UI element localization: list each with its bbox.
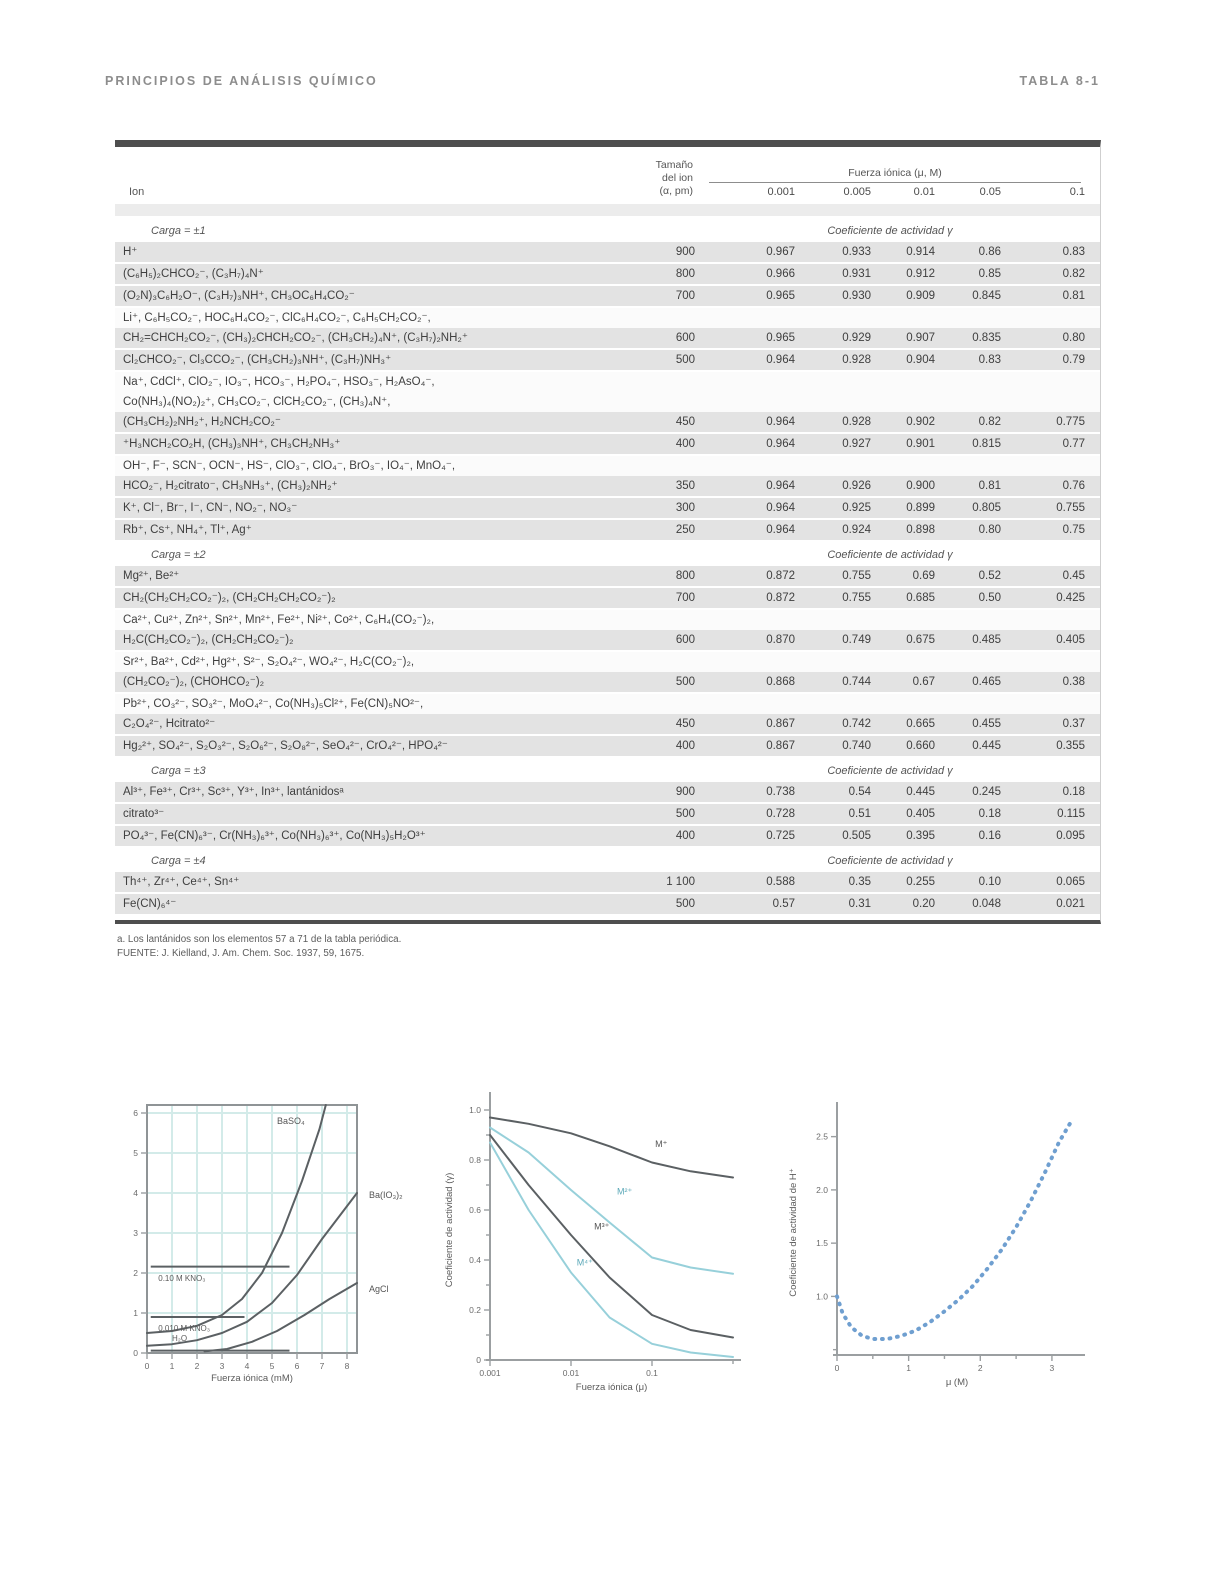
activity-coefficient-value: 0.83: [978, 354, 1001, 366]
table-body: [115, 216, 1100, 914]
table-number: TABLA 8-1: [1019, 74, 1100, 88]
activity-coefficient-value: 0.31: [848, 898, 871, 910]
ion-continuation-line: [115, 372, 1100, 392]
activity-coefficient-value: 0.755: [842, 570, 871, 582]
group-charge-label: Carga = ±3: [151, 765, 206, 777]
x-tick-label: 6: [294, 1361, 300, 1371]
y-tick-label: 1.5: [816, 1238, 828, 1249]
activity-coefficient-value: 0.907: [906, 332, 935, 344]
activity-coefficient-value: 0.929: [842, 332, 871, 344]
ion-list: C₂O₄²⁻, Hcitrato²⁻: [123, 718, 216, 730]
table-row-values: [115, 350, 1100, 370]
activity-coefficient-value: 0.505: [842, 830, 871, 842]
activity-coefficient-value: 0.465: [972, 676, 1001, 688]
series-M³⁺: [490, 1135, 733, 1338]
annotation: H₂O: [172, 1334, 188, 1343]
table-row-values: [115, 782, 1100, 802]
ion-list: ⁺H₃NCH₂CO₂H, (CH₃)₃NH⁺, CH₃CH₂NH₃⁺: [123, 438, 341, 450]
x-tick-label: 2: [977, 1363, 983, 1373]
y-tick-label: 4: [133, 1188, 138, 1198]
ion-size-value: 500: [675, 676, 695, 688]
activity-coefficient-value: 0.50: [978, 592, 1001, 604]
activity-coefficient-value: 0.20: [912, 898, 935, 910]
table-row-values: [115, 804, 1100, 824]
y-tick-label: 0.6: [469, 1205, 481, 1215]
activity-coefficient-value: 0.964: [766, 438, 795, 450]
activity-coefficient-value: 0.744: [842, 676, 871, 688]
activity-coefficient-value: 0.80: [1062, 332, 1085, 344]
ion-list: Th⁴⁺, Zr⁴⁺, Ce⁴⁺, Sn⁴⁺: [123, 876, 240, 888]
table-row-values: [115, 476, 1100, 496]
activity-coefficient-value: 0.405: [1056, 634, 1085, 646]
table-row: [115, 652, 1100, 692]
x-tick-label: 1: [906, 1363, 912, 1373]
activity-coefficient-value: 0.685: [906, 592, 935, 604]
ion-size-value: 1 100: [666, 876, 695, 888]
plot-frame: [147, 1105, 357, 1353]
activity-coefficient-value: 0.76: [1062, 480, 1085, 492]
activity-coefficient-value: 0.445: [972, 740, 1001, 752]
activity-coefficient-value: 0.904: [906, 354, 935, 366]
chart-h-plus-activity-coefficient: [778, 1093, 1122, 1399]
ion-list: Li⁺, C₆H₅CO₂⁻, HOC₆H₄CO₂⁻, ClC₆H₄CO₂⁻, C₆H₅CH₂CO₂⁻,: [123, 312, 431, 324]
ion-list: CH₂(CH₂CH₂CO₂⁻)₂, (CH₂CH₂CH₂CO₂⁻)₂: [123, 592, 336, 604]
table-row-values: [115, 672, 1100, 692]
chart-activity-coefficient-vs-ionic-strength: [438, 1078, 774, 1410]
table-row: [115, 308, 1100, 348]
table-row: [115, 286, 1100, 306]
x-tick-label: 0: [144, 1361, 150, 1371]
group-charge-label: Carga = ±4: [151, 855, 206, 867]
activity-coefficient-value: 0.728: [766, 808, 795, 820]
curve-label: M⁴⁺: [576, 1257, 593, 1268]
activity-coefficient-value: 0.095: [1056, 830, 1085, 842]
curve-label: AgCl: [369, 1284, 389, 1294]
activity-coefficient-value: 0.45: [1062, 570, 1085, 582]
activity-coefficient-value: 0.967: [766, 246, 795, 258]
group-charge-label: Carga = ±1: [151, 225, 206, 237]
activity-coefficient-value: 0.835: [972, 332, 1001, 344]
table-header: [115, 147, 1100, 198]
ionic-strength-value: 0.005: [843, 186, 871, 198]
table-row: [115, 242, 1100, 262]
activity-coefficient-value: 0.926: [842, 480, 871, 492]
activity-coefficient-value: 0.725: [766, 830, 795, 842]
activity-coefficient-value: 0.872: [766, 592, 795, 604]
x-axis-label: Fuerza iónica (mM): [211, 1373, 293, 1384]
activity-coefficient-value: 0.69: [912, 570, 935, 582]
ion-size-value: 600: [675, 634, 695, 646]
activity-coefficient-value: 0.870: [766, 634, 795, 646]
ion-list: H₂C(CH₂CO₂⁻)₂, (CH₂CH₂CO₂⁻)₂: [123, 634, 294, 646]
activity-coefficient-value: 0.85: [978, 268, 1001, 280]
table-row-values: [115, 434, 1100, 454]
ion-size-value: 250: [675, 524, 695, 536]
activity-coefficient-value: 0.899: [906, 502, 935, 514]
y-tick-label: 2.0: [816, 1184, 828, 1195]
y-tick-label: 0.4: [469, 1255, 481, 1265]
activity-coefficient-value: 0.79: [1062, 354, 1085, 366]
x-tick-label: 7: [319, 1361, 325, 1371]
ion-list: Pb²⁺, CO₃²⁻, SO₃²⁻, MoO₄²⁻, Co(NH₃)₅Cl²⁺, Fe(CN)₅NO²⁻,: [123, 698, 424, 710]
table-row: [115, 264, 1100, 284]
ion-size-value: 400: [675, 438, 695, 450]
ion-size-value: 800: [675, 570, 695, 582]
column-header-ion-size: Tamaño del ion (α, pm): [655, 159, 693, 197]
activity-coefficient-value: 0.67: [912, 676, 935, 688]
activity-coefficient-value: 0.660: [906, 740, 935, 752]
table-row-values: [115, 894, 1100, 914]
series-M⁺: [490, 1118, 733, 1178]
activity-coefficient-value: 0.81: [1062, 290, 1085, 302]
ion-size-value: 700: [675, 290, 695, 302]
ion-list: (C₆H₅)₂CHCO₂⁻, (C₃H₇)₄N⁺: [123, 268, 264, 280]
x-tick-label: 3: [1049, 1363, 1055, 1373]
ion-list: Al³⁺, Fe³⁺, Cr³⁺, Sc³⁺, Y³⁺, In³⁺, lantánidosᵃ: [123, 786, 344, 798]
table-row: [115, 520, 1100, 540]
activity-coefficient-value: 0.10: [978, 876, 1001, 888]
activity-coefficient-value: 0.845: [972, 290, 1001, 302]
ionic-strength-values-row: [695, 186, 1085, 198]
y-tick-label: 6: [133, 1108, 138, 1118]
ion-size-value: 900: [675, 786, 695, 798]
activity-coefficient-value: 0.588: [766, 876, 795, 888]
activity-coefficient-value: 0.115: [1057, 808, 1085, 820]
activity-coefficient-value: 0.38: [1062, 676, 1085, 688]
table-group-header: [115, 846, 1100, 870]
y-tick-label: 3: [133, 1228, 138, 1238]
group-activity-label: Coeficiente de actividad γ: [827, 549, 953, 561]
activity-coefficient-value: 0.867: [766, 740, 795, 752]
y-tick-label: 0.2: [469, 1305, 481, 1315]
activity-coefficient-value: 0.931: [842, 268, 871, 280]
ion-list: Co(NH₃)₄(NO₂)₂⁺, CH₃CO₂⁻, ClCH₂CO₂⁻, (CH₃)₄N⁺,: [123, 396, 391, 408]
book-title: PRINCIPIOS DE ANÁLISIS QUÍMICO: [105, 74, 378, 88]
y-tick-label: 1.0: [469, 1105, 481, 1115]
y-axis-label: Coeficiente de actividad (γ): [444, 1172, 455, 1288]
series-γ H⁺: [837, 1124, 1070, 1339]
activity-coefficient-value: 0.52: [978, 570, 1001, 582]
activity-coefficient-value: 0.82: [1062, 268, 1085, 280]
table-row-values: [115, 286, 1100, 306]
x-tick-label: 3: [219, 1361, 225, 1371]
ionic-strength-span-label: Fuerza iónica (μ, M): [709, 167, 1081, 183]
ion-size-value: 400: [675, 740, 695, 752]
ion-list: Fe(CN)₆⁴⁻: [123, 898, 177, 910]
activity-coefficient-value: 0.77: [1062, 438, 1085, 450]
activity-coefficient-value: 0.740: [842, 740, 871, 752]
table-row-values: [115, 630, 1100, 650]
ion-list: Mg²⁺, Be²⁺: [123, 570, 180, 582]
table-row: [115, 894, 1100, 914]
ion-continuation-line: [115, 392, 1100, 412]
group-activity-label: Coeficiente de actividad γ: [827, 765, 953, 777]
ionic-strength-value: 0.01: [913, 186, 935, 198]
ion-list: H⁺: [123, 246, 138, 258]
ion-continuation-line: [115, 456, 1100, 476]
activity-coefficient-value: 0.928: [842, 354, 871, 366]
y-tick-label: 1: [133, 1308, 138, 1318]
footnote: a. Los lantánidos son los elementos 57 a 71 de la tabla periódica.: [117, 934, 402, 945]
activity-coefficient-value: 0.755: [842, 592, 871, 604]
running-head: [105, 74, 1100, 88]
activity-coefficient-value: 0.75: [1062, 524, 1085, 536]
y-tick-label: 5: [133, 1148, 138, 1158]
ion-list: HCO₂⁻, H₂citrato⁻, CH₃NH₃⁺, (CH₃)₂NH₂⁺: [123, 480, 338, 492]
activity-coefficient-value: 0.37: [1062, 718, 1085, 730]
table-row: [115, 694, 1100, 734]
activity-coefficient-table: [115, 140, 1101, 924]
table-row: [115, 434, 1100, 454]
activity-coefficient-value: 0.927: [842, 438, 871, 450]
activity-coefficient-value: 0.395: [906, 830, 935, 842]
activity-coefficient-value: 0.933: [842, 246, 871, 258]
activity-coefficient-value: 0.048: [972, 898, 1001, 910]
series-BaSO₄: [147, 1105, 326, 1333]
ion-list: (O₂N)₃C₆H₂O⁻, (C₃H₇)₃NH⁺, CH₃OC₆H₄CO₂⁻: [123, 290, 355, 302]
table-group-header: [115, 756, 1100, 780]
activity-coefficient-value: 0.255: [906, 876, 935, 888]
x-axis-label: μ (M): [945, 1377, 969, 1388]
ion-list: OH⁻, F⁻, SCN⁻, OCN⁻, HS⁻, ClO₃⁻, ClO₄⁻, BrO₃⁻, IO₄⁻, MnO₄⁻,: [123, 460, 456, 472]
ion-list: (CH₂CO₂⁻)₂, (CHOHCO₂⁻)₂: [123, 676, 265, 688]
ion-size-value: 500: [675, 808, 695, 820]
x-tick-label: 0.001: [479, 1368, 501, 1378]
activity-coefficient-value: 0.902: [906, 416, 935, 428]
group-activity-label: Coeficiente de actividad γ: [827, 855, 953, 867]
table-row: [115, 736, 1100, 756]
table-row: [115, 610, 1100, 650]
ion-size-value: 450: [675, 416, 695, 428]
table-row: [115, 826, 1100, 846]
ionic-strength-header: [695, 167, 1085, 198]
table-footnotes: [117, 933, 777, 960]
x-tick-label: 8: [344, 1361, 350, 1371]
y-axis-label: Coeficiente de actividad de H⁺: [788, 1168, 799, 1297]
source-note: FUENTE: J. Kielland, J. Am. Chem. Soc. 1937, 59, 1675.: [117, 947, 365, 959]
activity-coefficient-value: 0.82: [978, 416, 1001, 428]
activity-coefficient-value: 0.355: [1056, 740, 1085, 752]
annotation: 0.010 M KNO₃: [158, 1324, 210, 1333]
x-axis-label: Fuerza iónica (μ): [575, 1382, 648, 1393]
activity-coefficient-value: 0.964: [766, 480, 795, 492]
x-tick-label: 0.01: [562, 1368, 580, 1378]
table-row: [115, 872, 1100, 892]
activity-coefficient-value: 0.86: [978, 246, 1001, 258]
x-tick-label: 1: [169, 1361, 175, 1371]
ion-size-value: 500: [675, 354, 695, 366]
activity-coefficient-value: 0.925: [842, 502, 871, 514]
activity-coefficient-value: 0.928: [842, 416, 871, 428]
activity-coefficient-value: 0.742: [842, 718, 871, 730]
ion-list: Sr²⁺, Ba²⁺, Cd²⁺, Hg²⁺, S²⁻, S₂O₄²⁻, WO₄²⁻, H₂C(CO₂⁻)₂,: [123, 656, 415, 668]
ion-size-value: 700: [675, 592, 695, 604]
x-tick-label: 0: [834, 1363, 840, 1373]
table-row-values: [115, 328, 1100, 348]
activity-coefficient-value: 0.914: [906, 246, 935, 258]
ion-continuation-line: [115, 308, 1100, 328]
y-tick-label: 2.5: [816, 1131, 828, 1142]
ionic-strength-value: 0.001: [767, 186, 795, 198]
ion-size-value: 900: [675, 246, 695, 258]
activity-coefficient-value: 0.964: [766, 502, 795, 514]
activity-coefficient-value: 0.815: [972, 438, 1001, 450]
activity-coefficient-value: 0.405: [906, 808, 935, 820]
activity-coefficient-value: 0.18: [978, 808, 1001, 820]
ion-list: Na⁺, CdCl⁺, ClO₂⁻, IO₃⁻, HCO₃⁻, H₂PO₄⁻, HSO₃⁻, H₂AsO₄⁻,: [123, 376, 435, 388]
activity-coefficient-value: 0.755: [1056, 502, 1085, 514]
activity-coefficient-value: 0.749: [842, 634, 871, 646]
activity-coefficient-value: 0.964: [766, 524, 795, 536]
table-row: [115, 372, 1100, 432]
ion-list: Rb⁺, Cs⁺, NH₄⁺, Tl⁺, Ag⁺: [123, 524, 252, 536]
table-row: [115, 782, 1100, 802]
activity-coefficient-value: 0.775: [1056, 416, 1085, 428]
ion-list: K⁺, Cl⁻, Br⁻, I⁻, CN⁻, NO₂⁻, NO₃⁻: [123, 502, 298, 514]
activity-coefficient-value: 0.965: [766, 290, 795, 302]
curve-label: Ba(IO₃)₂: [369, 1190, 403, 1200]
activity-coefficient-value: 0.924: [842, 524, 871, 536]
ion-list: Cl₂CHCO₂⁻, Cl₃CCO₂⁻, (CH₃CH₂)₃NH⁺, (C₃H₇)NH₃⁺: [123, 354, 392, 366]
group-charge-label: Carga = ±2: [151, 549, 206, 561]
table-row-values: [115, 242, 1100, 262]
activity-coefficient-value: 0.805: [972, 502, 1001, 514]
table-row-values: [115, 588, 1100, 608]
activity-coefficient-value: 0.16: [978, 830, 1001, 842]
column-header-ion: Ion: [129, 186, 145, 198]
activity-coefficient-value: 0.964: [766, 416, 795, 428]
activity-coefficient-value: 0.912: [906, 268, 935, 280]
chart-solubility-vs-ionic-strength: [108, 1085, 420, 1403]
table-row: [115, 498, 1100, 518]
ion-list: PO₄³⁻, Fe(CN)₆³⁻, Cr(NH₃)₆³⁺, Co(NH₃)₆³⁺, Co(NH₃)₅H₂O³⁺: [123, 830, 426, 842]
ion-size-value: 450: [675, 718, 695, 730]
table-row-values: [115, 826, 1100, 846]
ion-list: (CH₃CH₂)₂NH₂⁺, H₂NCH₂CO₂⁻: [123, 416, 281, 428]
table-row-values: [115, 736, 1100, 756]
table-group-header: [115, 540, 1100, 564]
activity-coefficient-value: 0.867: [766, 718, 795, 730]
activity-coefficient-value: 0.455: [972, 718, 1001, 730]
table-row-values: [115, 520, 1100, 540]
activity-coefficient-value: 0.54: [848, 786, 871, 798]
curve-label: M⁺: [655, 1138, 668, 1149]
curve-label: BaSO₄: [277, 1116, 305, 1126]
activity-coefficient-value: 0.930: [842, 290, 871, 302]
ion-continuation-line: [115, 610, 1100, 630]
y-tick-label: 2: [133, 1268, 138, 1278]
group-activity-label: Coeficiente de actividad γ: [827, 225, 953, 237]
activity-coefficient-value: 0.872: [766, 570, 795, 582]
table-row-values: [115, 412, 1100, 432]
table-row: [115, 566, 1100, 586]
activity-coefficient-value: 0.966: [766, 268, 795, 280]
table-row: [115, 456, 1100, 496]
activity-coefficient-value: 0.425: [1056, 592, 1085, 604]
activity-coefficient-value: 0.900: [906, 480, 935, 492]
y-tick-label: 1.0: [816, 1291, 828, 1302]
series-Ba(IO₃)₂: [147, 1193, 357, 1346]
activity-coefficient-value: 0.51: [848, 808, 871, 820]
table-row-values: [115, 714, 1100, 734]
y-tick-label: 0.8: [469, 1155, 481, 1165]
ion-list: citrato³⁻: [123, 808, 165, 820]
activity-coefficient-value: 0.898: [906, 524, 935, 536]
activity-coefficient-value: 0.901: [906, 438, 935, 450]
activity-coefficient-value: 0.675: [906, 634, 935, 646]
ion-size-value: 300: [675, 502, 695, 514]
activity-coefficient-value: 0.021: [1056, 898, 1085, 910]
ionic-strength-value: 0.1: [1069, 186, 1085, 198]
annotation: 0.10 M KNO₃: [158, 1274, 206, 1283]
table-row-values: [115, 872, 1100, 892]
activity-coefficient-value: 0.80: [978, 524, 1001, 536]
activity-coefficient-value: 0.665: [906, 718, 935, 730]
y-tick-label: 0: [133, 1348, 138, 1358]
ion-continuation-line: [115, 694, 1100, 714]
activity-coefficient-value: 0.245: [972, 786, 1001, 798]
activity-coefficient-value: 0.965: [766, 332, 795, 344]
table-row-values: [115, 566, 1100, 586]
x-tick-label: 4: [244, 1361, 250, 1371]
ion-size-value: 350: [675, 480, 695, 492]
ion-continuation-line: [115, 652, 1100, 672]
ion-size-value: 800: [675, 268, 695, 280]
activity-coefficient-value: 0.909: [906, 290, 935, 302]
table-group-header: [115, 216, 1100, 240]
activity-coefficient-value: 0.83: [1062, 246, 1085, 258]
activity-coefficient-value: 0.485: [972, 634, 1001, 646]
ion-size-value: 400: [675, 830, 695, 842]
ion-size-value: 600: [675, 332, 695, 344]
curve-label: M³⁺: [594, 1221, 610, 1232]
activity-coefficient-value: 0.81: [978, 480, 1001, 492]
activity-coefficient-value: 0.868: [766, 676, 795, 688]
activity-coefficient-value: 0.964: [766, 354, 795, 366]
table-row: [115, 804, 1100, 824]
x-tick-label: 2: [194, 1361, 200, 1371]
ion-list: Ca²⁺, Cu²⁺, Zn²⁺, Sn²⁺, Mn²⁺, Fe²⁺, Ni²⁺, Co²⁺, C₆H₄(CO₂⁻)₂,: [123, 614, 435, 626]
activity-coefficient-value: 0.18: [1062, 786, 1085, 798]
y-tick-label: 0: [476, 1355, 481, 1365]
table-row: [115, 588, 1100, 608]
series-M⁴⁺: [490, 1143, 733, 1358]
curve-label: M²⁺: [617, 1186, 633, 1197]
ion-size-value: 500: [675, 898, 695, 910]
table-row-values: [115, 264, 1100, 284]
activity-coefficient-value: 0.065: [1056, 876, 1085, 888]
x-tick-label: 5: [269, 1361, 275, 1371]
ion-list: CH₂=CHCH₂CO₂⁻, (CH₃)₂CHCH₂CO₂⁻, (CH₃CH₂)₄N⁺, (C₃H₇)₂NH₂⁺: [123, 332, 468, 344]
x-tick-label: 0.1: [646, 1368, 658, 1378]
activity-coefficient-value: 0.57: [772, 898, 795, 910]
ionic-strength-value: 0.05: [979, 186, 1001, 198]
table-row: [115, 350, 1100, 370]
activity-coefficient-value: 0.35: [848, 876, 871, 888]
ion-list: Hg₂²⁺, SO₄²⁻, S₂O₃²⁻, S₂O₆²⁻, S₂O₈²⁻, SeO₄²⁻, CrO₄²⁻, HPO₄²⁻: [123, 740, 448, 752]
header-separator-band: [115, 204, 1100, 216]
series-M²⁺: [490, 1128, 733, 1274]
table-row-values: [115, 498, 1100, 518]
activity-coefficient-table-block: [115, 140, 1101, 960]
activity-coefficient-value: 0.445: [906, 786, 935, 798]
activity-coefficient-value: 0.738: [766, 786, 795, 798]
